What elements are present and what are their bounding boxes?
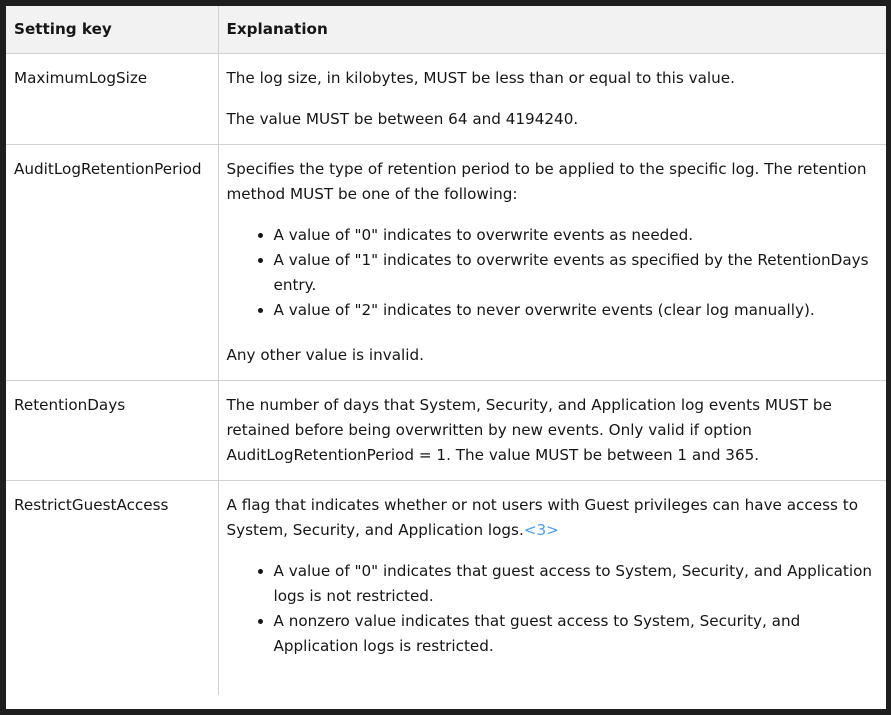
list-item: • A nonzero value indicates that guest access to System, Security, and Application logs is restricted.	[274, 609, 879, 659]
table-header-row	[6, 6, 886, 54]
table-row	[6, 481, 886, 696]
setting-key-cell: RetentionDays	[6, 381, 218, 481]
table-row	[6, 54, 886, 145]
setting-key-cell: RestrictGuestAccess	[6, 481, 218, 696]
explanation-paragraph: The value MUST be between 64 and 4194240.	[226, 110, 579, 128]
footnote-link[interactable]: <3>	[523, 521, 559, 539]
column-header-setting-key: Setting key	[6, 6, 218, 54]
table-row	[6, 145, 886, 381]
bullet-list	[227, 223, 879, 323]
explanation-paragraph: The log size, in kilobytes, MUST be less than or equal to this value.	[226, 69, 735, 87]
explanation-cell	[218, 381, 886, 481]
explanation-cell	[218, 54, 886, 145]
table-row	[6, 381, 886, 481]
explanation-text: A flag that indicates whether or not users with Guest privileges can have access to System, Security, and Application logs.	[226, 496, 858, 539]
explanation-paragraph: Any other value is invalid.	[226, 346, 424, 364]
list-item: • A value of "1" indicates to overwrite events as specified by the RetentionDays entry.	[274, 248, 879, 298]
column-header-explanation: Explanation	[218, 6, 886, 54]
setting-key-cell: MaximumLogSize	[6, 54, 218, 145]
explanation-paragraph: Specifies the type of retention period to be applied to the specific log. The retention method MUST be one of the following:	[226, 160, 867, 203]
list-item: • A value of "0" indicates to overwrite events as needed.	[274, 223, 879, 248]
explanation-cell	[218, 145, 886, 381]
explanation-paragraph	[227, 493, 879, 543]
list-item: • A value of "0" indicates that guest access to System, Security, and Application logs is not restricted.	[274, 559, 879, 609]
settings-table	[6, 6, 886, 695]
explanation-paragraph: The number of days that System, Security, and Application log events MUST be retained before being overwritten by new events. Only valid if option AuditLogRetentionPeriod = 1. The value MUST be between 1 and 365.	[226, 396, 832, 464]
setting-key-cell: AuditLogRetentionPeriod	[6, 145, 218, 381]
bullet-list	[227, 559, 879, 659]
explanation-cell	[218, 481, 886, 696]
settings-table-container	[6, 6, 886, 709]
list-item: • A value of "2" indicates to never overwrite events (clear log manually).	[274, 298, 879, 323]
